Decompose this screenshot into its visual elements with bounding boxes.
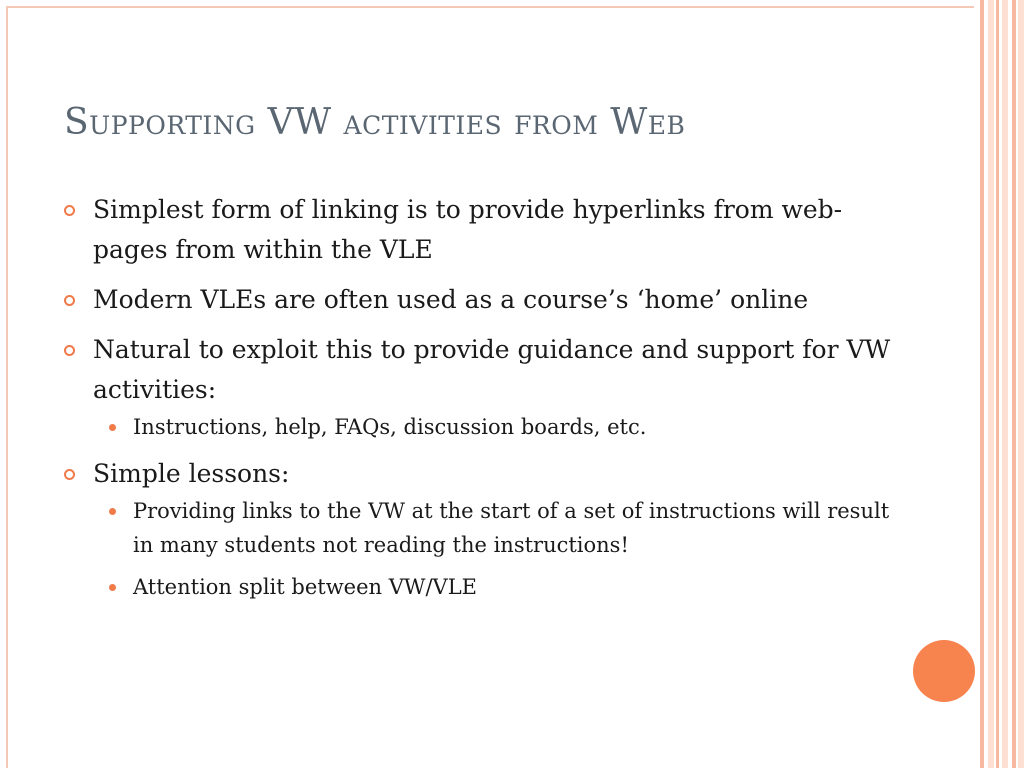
slide-content — [64, 190, 894, 614]
bullet-list — [64, 190, 894, 604]
bullet-text: Simplest form of linking is to provide hyperlinks from web-pages from within the VLE — [93, 195, 843, 264]
decorative-stripes — [974, 0, 1024, 768]
sub-bullet-list — [93, 494, 894, 604]
stripe — [1018, 0, 1024, 768]
sub-bullet-item — [93, 494, 894, 562]
open-circle-bullet-icon — [64, 469, 75, 480]
open-circle-bullet-icon — [64, 295, 75, 306]
sub-bullet-text: Providing links to the VW at the start of a set of instructions will result in many students not reading the instructions! — [133, 499, 890, 557]
sub-bullet-text: Attention split between VW/VLE — [133, 575, 477, 599]
sub-bullet-list — [93, 410, 894, 444]
stripe — [1002, 0, 1008, 768]
stripe — [988, 0, 994, 768]
open-circle-bullet-icon — [64, 205, 75, 216]
filled-dot-bullet-icon — [109, 424, 116, 431]
sub-bullet-text: Instructions, help, FAQs, discussion boards, etc. — [133, 415, 647, 439]
slide-title: Supporting VW activities from Web — [64, 102, 686, 143]
open-circle-bullet-icon — [64, 345, 75, 356]
stripe — [996, 0, 999, 768]
stripe — [980, 0, 984, 768]
orange-circle-decoration — [913, 640, 975, 702]
bullet-text: Simple lessons: — [93, 459, 290, 488]
bullet-text: Natural to exploit this to provide guidance and support for VW activities: — [93, 335, 891, 404]
filled-dot-bullet-icon — [109, 508, 116, 515]
bullet-item — [64, 330, 894, 444]
filled-dot-bullet-icon — [109, 584, 116, 591]
stripe — [1012, 0, 1016, 768]
sub-bullet-item — [93, 410, 894, 444]
bullet-item — [64, 454, 894, 604]
sub-bullet-item — [93, 570, 894, 604]
bullet-item — [64, 280, 894, 320]
bullet-text: Modern VLEs are often used as a course’s ‘home’ online — [93, 285, 809, 314]
bullet-item — [64, 190, 894, 270]
